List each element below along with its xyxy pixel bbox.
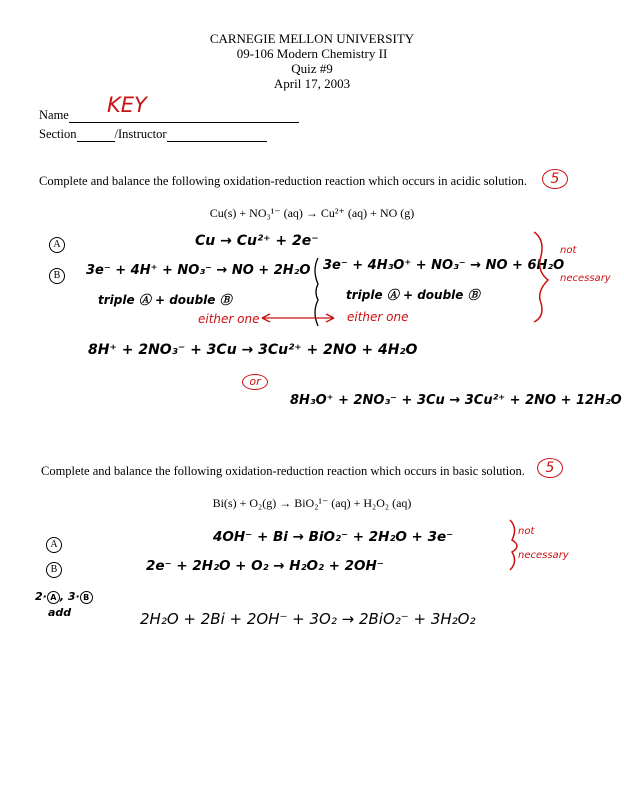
q2-combine-prefix: 2· xyxy=(35,590,47,603)
q1-answer-alt: 8H₃O⁺ + 2NO₃⁻ + 3Cu → 3Cu²⁺ + 2NO + 12H₂O xyxy=(290,393,622,408)
q2-note: not necessary xyxy=(518,526,569,561)
q2-answer: 2H₂O + 2Bi + 2OH⁻ + 3O₂ → 2BiO₂⁻ + 3H₂O₂ xyxy=(140,610,476,628)
q1-combine-left: triple Ⓐ + double Ⓑ xyxy=(98,293,232,307)
section-label: Section xyxy=(39,127,77,141)
q1-combine-right: triple Ⓐ + double Ⓑ xyxy=(346,288,480,302)
q1-black-brace xyxy=(315,258,318,326)
q1-double-arrow xyxy=(262,314,334,322)
course-title: 09-106 Modern Chemistry II xyxy=(236,46,388,61)
q2-combine-add: add xyxy=(48,606,72,619)
q2-half-a: 4OH⁻ + Bi → BiO₂⁻ + 2H₂O + 3e⁻ xyxy=(213,529,454,545)
q1-label-b: B xyxy=(49,268,65,284)
q1-either-right: either one xyxy=(347,310,409,324)
name-value: KEY xyxy=(107,93,147,117)
q2-red-bracket xyxy=(510,520,517,570)
q2-half-b: 2e⁻ + 2H₂O + O₂ → H₂O₂ + 2OH⁻ xyxy=(146,558,384,574)
q2-prompt: Complete and balance the following oxidation-reduction reaction which occurs in basic solution. xyxy=(41,464,525,478)
q1-note: not necessary xyxy=(560,245,611,284)
q1-either-left: either one xyxy=(198,312,260,326)
q1-red-bracket xyxy=(534,232,548,322)
q1-half-b-alt: 3e⁻ + 4H₃O⁺ + NO₃⁻ → NO + 6H₂O xyxy=(323,258,565,273)
q2-label-a: A xyxy=(46,537,62,553)
q2-score: 5 xyxy=(537,458,563,478)
q1-half-a: Cu → Cu²⁺ + 2e⁻ xyxy=(195,233,319,249)
q1-equation: Cu(s) + NO₃¹⁻ (aq) → Cu²⁺ (aq) + NO (g) xyxy=(209,206,415,220)
q2-combine-b: B xyxy=(80,591,93,604)
quiz-date: April 17, 2003 xyxy=(273,76,351,91)
name-label: Name xyxy=(39,108,69,122)
quiz-title: Quiz #9 xyxy=(291,61,333,76)
q1-score: 5 xyxy=(542,169,568,189)
q2-combine-a: A xyxy=(47,591,60,604)
q1-or-text: or xyxy=(249,375,261,388)
q2-equation: Bi(s) + O₂(g) → BiO₂¹⁻ (aq) + H₂O₂ (aq) xyxy=(212,496,412,510)
q1-answer: 8H⁺ + 2NO₃⁻ + 3Cu → 3Cu²⁺ + 2NO + 4H₂O xyxy=(88,342,418,358)
university-title: CARNEGIE MELLON UNIVERSITY xyxy=(209,31,415,46)
q1-label-a: A xyxy=(49,237,65,253)
q2-combine-mid: , 3· xyxy=(59,590,80,603)
q2-label-b: B xyxy=(46,562,62,578)
q1-prompt: Complete and balance the following oxidation-reduction reaction which occurs in acidic solution. xyxy=(39,174,528,188)
q1-half-b: 3e⁻ + 4H⁺ + NO₃⁻ → NO + 2H₂O xyxy=(86,263,311,278)
instructor-label: /Instructor xyxy=(114,127,167,141)
